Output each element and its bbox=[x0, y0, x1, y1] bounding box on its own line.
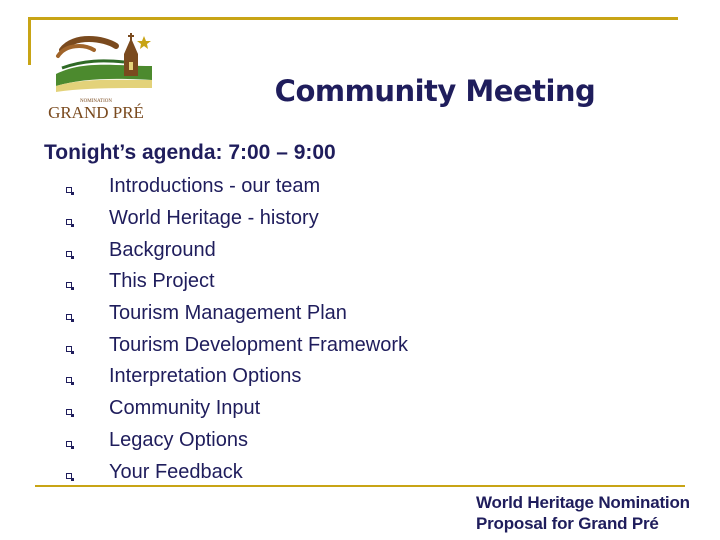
agenda-item-text: Background bbox=[109, 238, 216, 261]
agenda-item bbox=[66, 393, 408, 425]
logo-name-text: GRAND PRÉ bbox=[48, 103, 144, 122]
agenda-item bbox=[66, 266, 408, 298]
square-bullet-icon bbox=[66, 377, 72, 383]
agenda-item bbox=[66, 234, 408, 266]
square-bullet-icon bbox=[66, 314, 72, 320]
slide-title: Community Meeting bbox=[274, 74, 596, 108]
agenda-item bbox=[66, 361, 408, 393]
square-bullet-icon bbox=[66, 473, 72, 479]
square-bullet-icon bbox=[66, 187, 72, 193]
square-bullet-icon bbox=[66, 346, 72, 352]
square-bullet-icon bbox=[66, 282, 72, 288]
logo-small-text: NOMINATION bbox=[80, 99, 112, 104]
agenda-item bbox=[66, 203, 408, 235]
agenda-item-text: Tourism Development Framework bbox=[109, 333, 408, 356]
agenda-item-text: Interpretation Options bbox=[109, 365, 302, 388]
agenda-item-text: Legacy Options bbox=[109, 428, 248, 451]
footer-line-1: World Heritage Nomination bbox=[476, 493, 690, 512]
agenda-item-text: This Project bbox=[109, 270, 215, 293]
agenda-item-text: World Heritage - history bbox=[109, 207, 319, 230]
agenda-item bbox=[66, 456, 408, 488]
agenda-item-text: Community Input bbox=[109, 397, 261, 420]
footer-line-2: Proposal for Grand Pré bbox=[476, 514, 659, 533]
frame-left-rule bbox=[28, 17, 31, 65]
square-bullet-icon bbox=[66, 409, 72, 415]
agenda-item-text: Tourism Management Plan bbox=[109, 302, 347, 325]
square-bullet-icon bbox=[66, 251, 72, 257]
square-bullet-icon bbox=[66, 219, 72, 225]
square-bullet-icon bbox=[66, 441, 72, 447]
agenda-item-text: Your Feedback bbox=[109, 460, 243, 483]
grand-pre-logo bbox=[44, 30, 168, 124]
agenda-item bbox=[66, 171, 408, 203]
agenda-item bbox=[66, 329, 408, 361]
slide-subtitle: Tonight’s agenda: 7:00 – 9:00 bbox=[44, 141, 336, 164]
footer-caption bbox=[476, 492, 690, 534]
agenda-item bbox=[66, 425, 408, 457]
frame-top-rule bbox=[28, 17, 678, 20]
agenda-item-text: Introductions - our team bbox=[109, 175, 321, 198]
grand-pre-logo-icon bbox=[44, 30, 168, 124]
agenda-item bbox=[66, 298, 408, 330]
agenda-list bbox=[66, 171, 408, 488]
